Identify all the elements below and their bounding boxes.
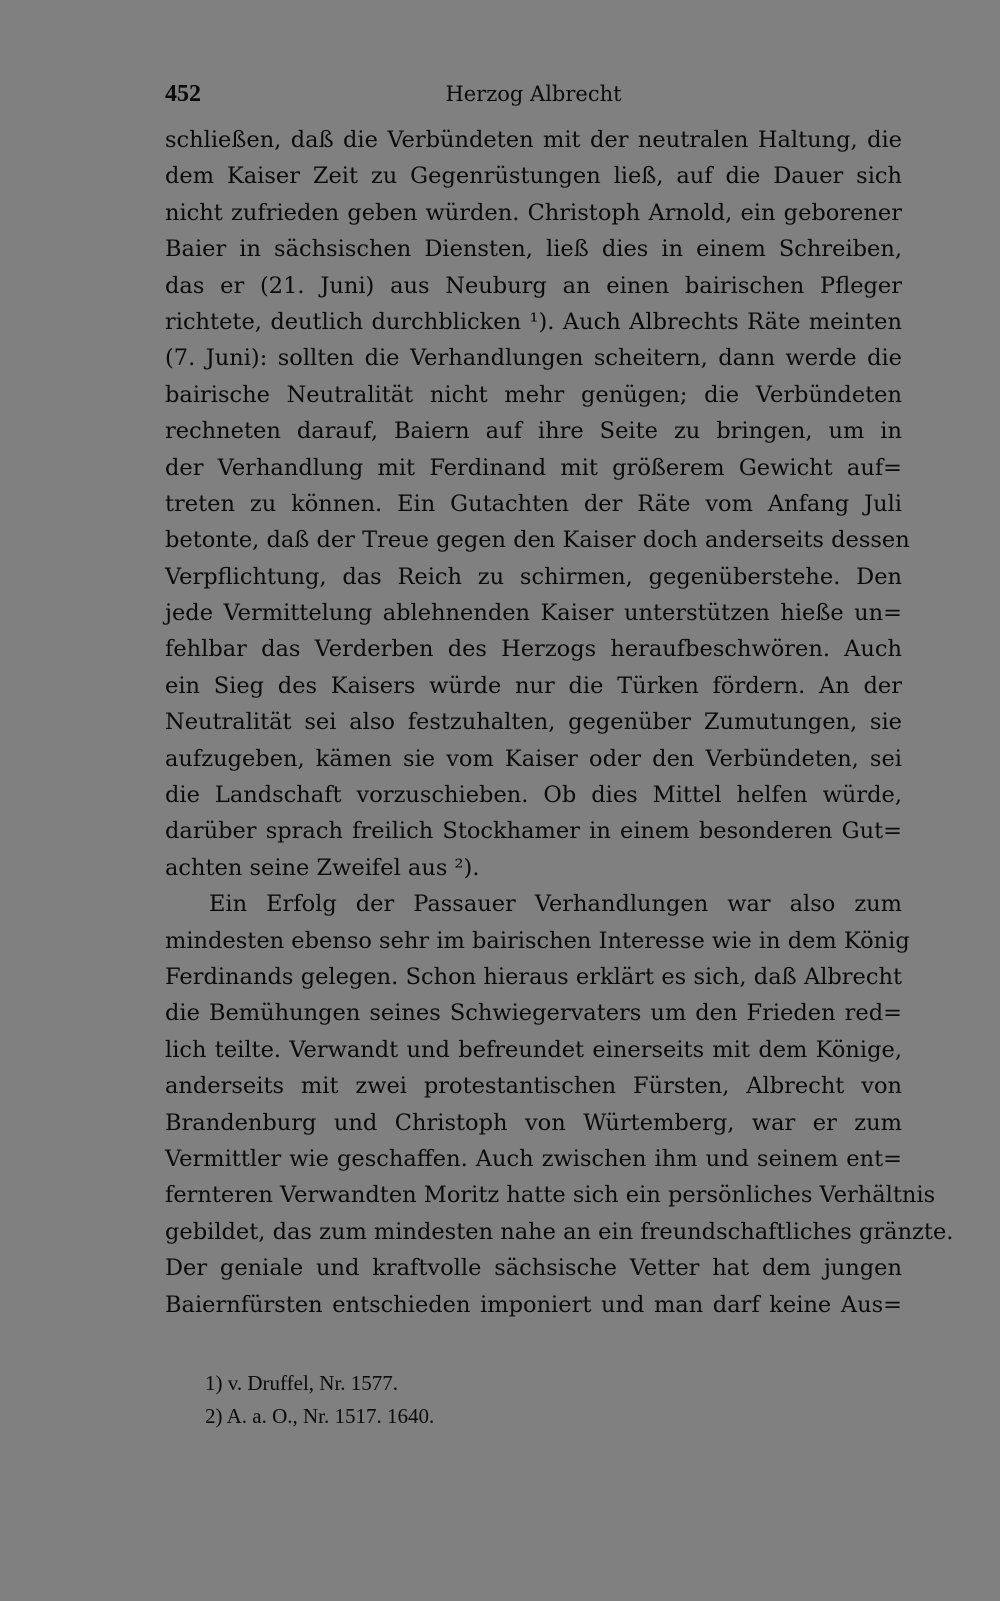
- running-title: Herzog Albrecht: [445, 82, 622, 106]
- text-line: ein Sieg des Kaisers würde nur die Türken fördern. An der: [165, 672, 902, 699]
- text-line: aufzugeben, kämen sie vom Kaiser oder den Verbündeten, sei: [165, 745, 902, 772]
- text-line: schließen, daß die Verbündeten mit der neutralen Haltung, die: [165, 127, 902, 153]
- text-line: das er (21. Juni) aus Neuburg an einen bairischen Pfleger: [165, 272, 902, 299]
- body-text: [165, 122, 954, 1323]
- text-line: darüber sprach freilich Stockhamer in einem besonderen Gut=: [165, 818, 902, 845]
- text-line: Vermittler wie geschaffen. Auch zwischen ihm und seinem ent=: [165, 1145, 902, 1172]
- text-line: fehlbar das Verderben des Herzogs heraufbeschwören. Auch: [165, 636, 902, 663]
- text-line: treten zu können. Ein Gutachten der Räte vom Anfang Juli: [165, 490, 902, 517]
- footnotes: [165, 1367, 902, 1433]
- text-line: Der geniale und kraftvolle sächsische Vetter hat dem jungen: [165, 1255, 902, 1282]
- page-header: [165, 70, 902, 118]
- text-line: Neutralität sei also festzuhalten, gegenüber Zumutungen, sie: [165, 709, 902, 736]
- text-line: achten seine Zweifel aus ²).: [165, 854, 480, 881]
- text-line: Verpflichtung, das Reich zu schirmen, gegenüberstehe. Den: [165, 563, 902, 590]
- book-page: [165, 70, 954, 1433]
- page-number: 452: [165, 81, 201, 107]
- text-line: mindesten ebenso sehr im bairischen Interesse wie in dem König: [165, 927, 910, 954]
- text-line: jede Vermittelung ablehnenden Kaiser unterstützen hieße un=: [165, 600, 902, 627]
- text-line: Ferdinands gelegen. Schon hieraus erklärt es sich, daß Albrecht: [165, 963, 902, 990]
- text-line: Brandenburg und Christoph von Würtemberg, war er zum: [165, 1109, 902, 1136]
- text-line: dem Kaiser Zeit zu Gegenrüstungen ließ, auf die Dauer sich: [165, 163, 902, 190]
- text-line: gebildet, das zum mindesten nahe an ein freundschaftliches gränzte.: [165, 1218, 954, 1245]
- text-line: fernteren Verwandten Moritz hatte sich ein persönliches Verhältnis: [165, 1182, 936, 1209]
- text-line: der Verhandlung mit Ferdinand mit größerem Gewicht auf=: [165, 454, 902, 481]
- text-line: Baier in sächsischen Diensten, ließ dies in einem Schreiben,: [165, 236, 902, 263]
- text-line: Ein Erfolg der Passauer Verhandlungen war also zum: [209, 891, 902, 918]
- text-line: betonte, daß der Treue gegen den Kaiser doch anderseits dessen: [165, 527, 910, 554]
- text-line: richtete, deutlich durchblicken ¹). Auch Albrechts Räte meinten: [165, 308, 902, 335]
- text-line: die Bemühungen seines Schwiegervaters um den Frieden red=: [165, 1000, 902, 1027]
- text-line: nicht zufrieden geben würden. Christoph Arnold, ein geborener: [165, 199, 902, 226]
- footnote: 1) v. Druffel, Nr. 1577.: [205, 1370, 399, 1395]
- text-line: Baiernfürsten entschieden imponiert und man darf keine Aus=: [165, 1291, 902, 1318]
- text-line: bairische Neutralität nicht mehr genügen; die Verbündeten: [165, 381, 902, 408]
- text-line: (7. Juni): sollten die Verhandlungen scheitern, dann werde die: [165, 345, 902, 372]
- text-line: die Landschaft vorzuschieben. Ob dies Mittel helfen würde,: [165, 782, 902, 809]
- text-line: anderseits mit zwei protestantischen Fürsten, Albrecht von: [165, 1073, 902, 1100]
- footnote: 2) A. a. O., Nr. 1517. 1640.: [205, 1403, 435, 1428]
- text-line: rechneten darauf, Baiern auf ihre Seite zu bringen, um in: [165, 418, 902, 445]
- text-line: lich teilte. Verwandt und befreundet einerseits mit dem Könige,: [165, 1036, 902, 1063]
